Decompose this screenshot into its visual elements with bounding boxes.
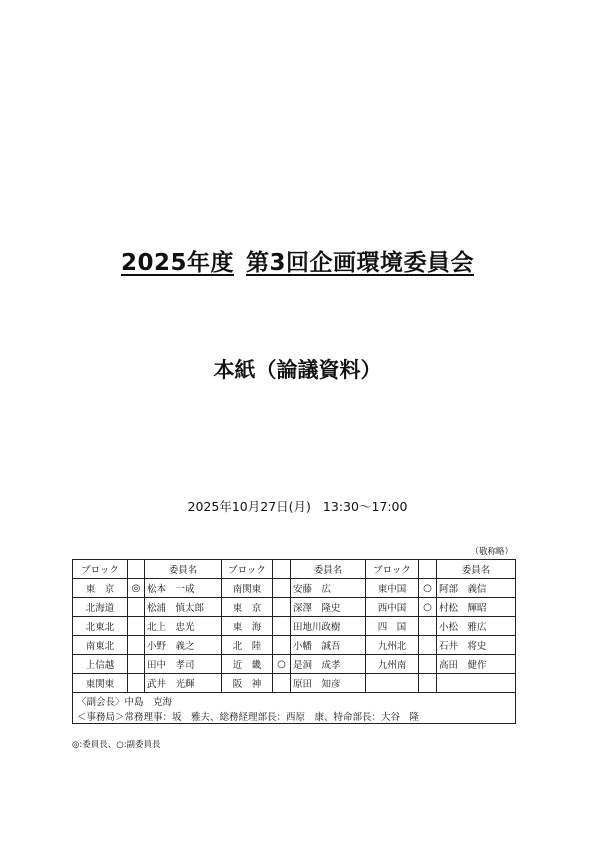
document-subtitle: 本紙（論議資料） xyxy=(213,358,382,382)
role-mark xyxy=(273,636,291,655)
meeting-datetime xyxy=(0,497,595,515)
header-block-1: ブロック xyxy=(73,560,128,579)
member-name: 田地川政樹 xyxy=(291,617,366,636)
member-name: 高田 健作 xyxy=(437,655,516,674)
title-year: 2025年度 xyxy=(120,250,234,276)
member-name: 北上 忠光 xyxy=(145,617,222,636)
member-name: 安藤 広 xyxy=(291,579,366,598)
role-mark xyxy=(128,617,145,636)
table-row xyxy=(73,598,516,617)
role-legend: ◎:委員長、○:副委員長 xyxy=(72,740,161,750)
role-mark xyxy=(419,674,437,693)
meeting-time: 13:30～17:00 xyxy=(322,499,408,514)
block-cell: 北海道 xyxy=(73,598,128,617)
table-row xyxy=(73,579,516,598)
secretariat-row xyxy=(73,708,516,724)
header-member-1: 委員名 xyxy=(145,560,222,579)
role-mark: ○ xyxy=(419,579,437,598)
role-mark xyxy=(128,636,145,655)
block-cell: 北 陸 xyxy=(222,636,273,655)
member-name: 田中 孝司 xyxy=(145,655,222,674)
role-mark xyxy=(419,636,437,655)
member-name: 小野 義之 xyxy=(145,636,222,655)
role-mark: ○ xyxy=(419,598,437,617)
header-member-2: 委員名 xyxy=(291,560,366,579)
vice-chair-text: 〈副会長〉中島 克海 xyxy=(73,693,516,709)
vice-chair-row xyxy=(73,693,516,709)
member-name: 松本 一成 xyxy=(145,579,222,598)
member-name: 武井 光輝 xyxy=(145,674,222,693)
header-member-3: 委員名 xyxy=(437,560,516,579)
member-name: 石井 将史 xyxy=(437,636,516,655)
block-cell: 西中国 xyxy=(366,598,419,617)
table-row xyxy=(73,674,516,693)
role-mark: ○ xyxy=(273,655,291,674)
block-cell: 北東北 xyxy=(73,617,128,636)
role-mark xyxy=(273,579,291,598)
member-name xyxy=(437,674,516,693)
block-cell: 東関東 xyxy=(73,674,128,693)
table-header-row xyxy=(73,560,516,579)
role-mark xyxy=(273,674,291,693)
role-mark xyxy=(273,617,291,636)
role-mark xyxy=(419,617,437,636)
member-name: 松浦 慎太郎 xyxy=(145,598,222,617)
meeting-date: 2025年10月27日(月) xyxy=(187,499,311,514)
member-name: 是洞 成孝 xyxy=(291,655,366,674)
role-mark xyxy=(128,655,145,674)
header-mark-1 xyxy=(128,560,145,579)
role-mark xyxy=(128,598,145,617)
block-cell: 東 京 xyxy=(222,598,273,617)
members-table xyxy=(72,559,516,724)
block-cell: 九州南 xyxy=(366,655,419,674)
block-cell xyxy=(366,674,419,693)
header-mark-2 xyxy=(273,560,291,579)
table-row xyxy=(73,636,516,655)
title-main: 第3回企画環境委員会 xyxy=(246,250,475,276)
role-mark xyxy=(273,598,291,617)
block-cell: 東中国 xyxy=(366,579,419,598)
role-mark: ◎ xyxy=(128,579,145,598)
honorific-note: （敬称略） xyxy=(470,547,513,557)
member-name: 深澤 隆史 xyxy=(291,598,366,617)
member-name: 村松 輝昭 xyxy=(437,598,516,617)
document-title xyxy=(0,244,595,277)
member-name: 阿部 義信 xyxy=(437,579,516,598)
member-name: 原田 知彦 xyxy=(291,674,366,693)
block-cell: 阪 神 xyxy=(222,674,273,693)
block-cell: 東 海 xyxy=(222,617,273,636)
block-cell: 上信越 xyxy=(73,655,128,674)
header-mark-3 xyxy=(419,560,437,579)
block-cell: 南東北 xyxy=(73,636,128,655)
table-row xyxy=(73,655,516,674)
block-cell: 近 畿 xyxy=(222,655,273,674)
member-name: 小松 雅広 xyxy=(437,617,516,636)
block-cell: 南関東 xyxy=(222,579,273,598)
secretariat-text: ＜事務局＞常務理事：坂 雅夫、総務経理部長：西原 康、特命部長：大谷 隆 xyxy=(73,708,516,724)
role-mark xyxy=(419,655,437,674)
header-block-3: ブロック xyxy=(366,560,419,579)
table-row xyxy=(73,617,516,636)
role-mark xyxy=(128,674,145,693)
header-block-2: ブロック xyxy=(222,560,273,579)
member-name: 小幡 誠吾 xyxy=(291,636,366,655)
block-cell: 九州北 xyxy=(366,636,419,655)
block-cell: 四 国 xyxy=(366,617,419,636)
block-cell: 東 京 xyxy=(73,579,128,598)
